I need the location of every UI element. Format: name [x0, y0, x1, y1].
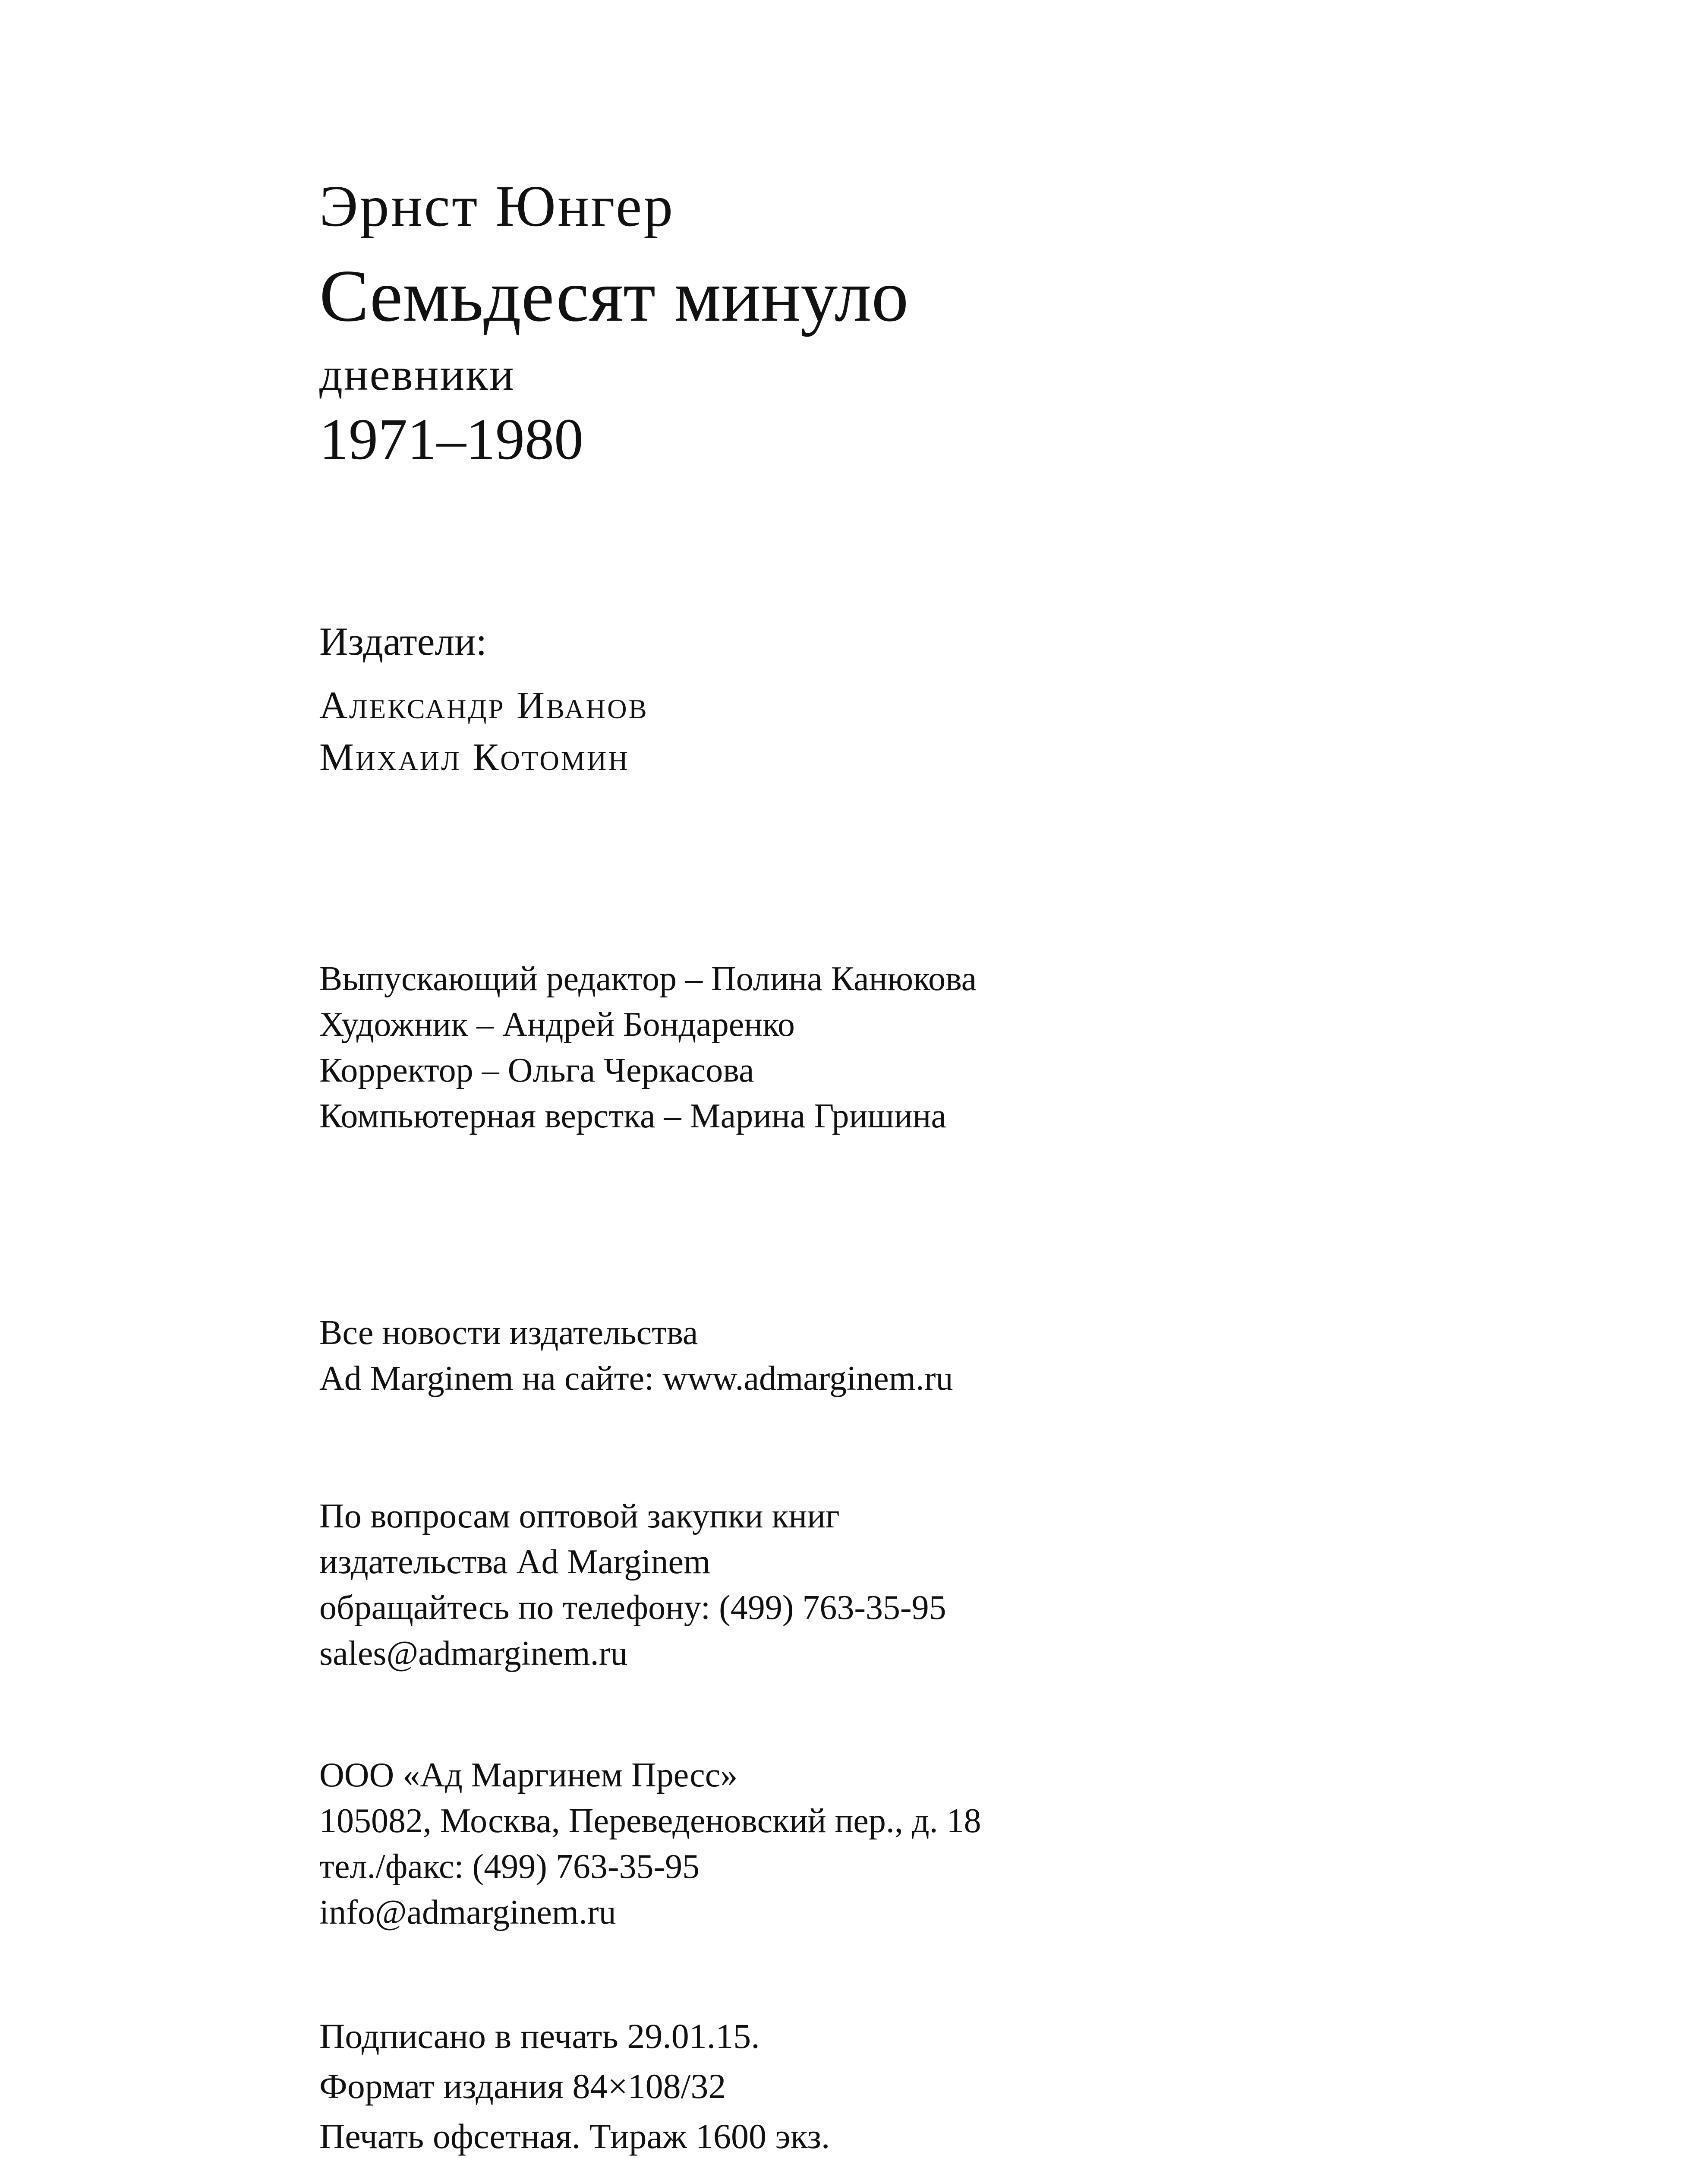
credit-line: Художник – Андрей Бондаренко — [319, 1006, 795, 1044]
print-info-line: Формат издания 84×108/32 — [319, 2067, 726, 2106]
author-name: Эрнст Юнгер — [319, 174, 675, 239]
wholesale-email: sales@admarginem.ru — [319, 1634, 628, 1672]
book-title: Семьдесят минуло — [319, 255, 909, 337]
book-years: 1971–1980 — [319, 407, 583, 472]
publisher-name: Александр Иванов — [319, 684, 649, 727]
news-line: Все новости издательства — [319, 1314, 698, 1352]
credit-line: Корректор – Ольга Черкасова — [319, 1051, 754, 1089]
credits-block — [319, 956, 977, 1139]
print-info-block — [319, 2011, 830, 2158]
news-line: Ad Marginem на сайте: www.admarginem.ru — [319, 1360, 953, 1398]
print-info-line: Подписано в печать 29.01.15. — [319, 2016, 760, 2056]
publisher-name: Михаил Котомин — [319, 736, 630, 779]
wholesale-contact-block — [319, 1493, 946, 1676]
publishers-label: Издатели: — [319, 619, 487, 663]
print-info-line: Печать офсетная. Тираж 1600 экз. — [319, 2117, 830, 2156]
company-name: ООО «Ад Маргинем Пресс» — [319, 1756, 738, 1794]
credit-line: Выпускающий редактор – Полина Канюкова — [319, 960, 977, 998]
book-subtitle: дневники — [319, 349, 515, 400]
company-address-block — [319, 1752, 981, 1935]
news-block — [319, 1310, 953, 1401]
company-email: info@admarginem.ru — [319, 1893, 616, 1931]
company-phone: тел./факс: (499) 763-35-95 — [319, 1848, 700, 1886]
company-address: 105082, Москва, Переведеновский пер., д. 18 — [319, 1802, 981, 1840]
credit-line: Компьютерная верстка – Марина Гришина — [319, 1097, 947, 1135]
wholesale-line: По вопросам оптовой закупки книг — [319, 1497, 840, 1535]
wholesale-line: обращайтесь по телефону: (499) 763-35-95 — [319, 1589, 946, 1627]
wholesale-line: издательства Ad Marginem — [319, 1543, 711, 1581]
